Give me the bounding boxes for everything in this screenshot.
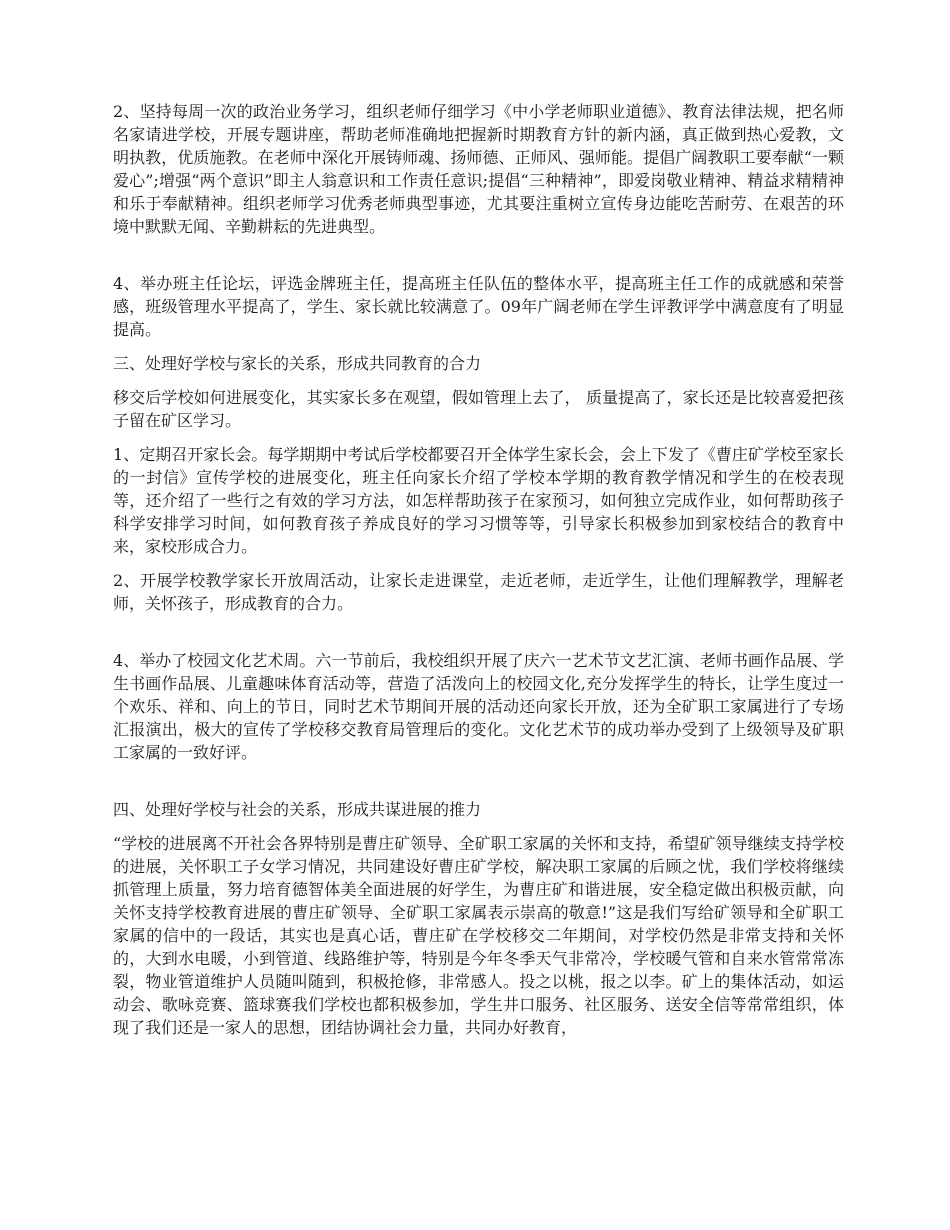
section-heading-school-parents: 三、处理好学校与家长的关系，形成共同教育的合力 xyxy=(113,354,482,373)
paragraph-open-week: 2、开展学校教学家长开放周活动，让家长走进课堂，走近老师，走近学生，让他们理解教学，理解老师，关怀孩子，形成教育的合力。 xyxy=(113,571,844,613)
paragraph-teacher-ethics-study: 2、坚持每周一次的政治业务学习，组织老师仔细学习《中小学老师职业道德》、教育法律法规，把名师名家请进学校，开展专题讲座，帮助老师准确地把握新时期教育方针的新内涵，真正做到热心爱教，文明执教，优质施教。在老师中深化开展铸师魂、扬师德、正师风、强师能。提倡广阔教职工要奉献“一颗爱心”;增强“两个意识”即主人翁意识和工作责任意识;提倡“三种精神”，即爱岗敬业精神、精益求精精神和乐于奉献精神。组织老师学习优秀老师典型事迹，尤其要注重树立宣传身边能吃苦耐劳、在艰苦的环境中默默无闻、辛勤耕耘的先进典型。 xyxy=(113,102,844,236)
paragraph-parents-watching: 移交后学校如何进展变化，其实家长多在观望，假如管理上去了， 质量提高了，家长还是比较喜爱把孩子留在矿区学习。 xyxy=(113,388,844,430)
paragraph-parent-meeting: 1、定期召开家长会。每学期期中考试后学校都要召开全体学生家长会，会上下发了《曹庄矿学校至家长的一封信》宣传学校的进展变化，班主任向家长介绍了学校本学期的教育教学情况和学生的在校表现等，还介绍了一些行之有效的学习方法，如怎样帮助孩子在家预习，如何独立完成作业，如何帮助孩子科学安排学习时间，如何教育孩子养成良好的学习习惯等等，引导家长积极参加到家校结合的教育中来，家校形成合力。 xyxy=(113,445,844,556)
section-heading-school-society: 四、处理好学校与社会的关系，形成共谋进展的推力 xyxy=(113,800,482,819)
paragraph-letter-quote: “学校的进展离不开社会各界特别是曹庄矿领导、全矿职工家属的关怀和支持，希望矿领导继续支持学校的进展，关怀职工子女学习情况，共同建设好曹庄矿学校，解决职工家属的后顾之忧，我们学校将继续抓管理上质量，努力培育德智体美全面进展的好学生，为曹庄矿和谐进展，安全稳定做出积极贡献，向关怀支持学校教育进展的曹庄矿领导、全矿职工家属表示崇高的敬意!”这是我们写给矿领导和全矿职工家属的信中的一段话，其实也是真心话，曹庄矿在学校移交二年期间，对学校仍然是非常支持和关怀的，大到水电暖，小到管道、线路维护等，特别是今年冬季天气非常冷，学校暖气管和自来水管常常冻裂，物业管道维护人员随叫随到，积极抢修，非常感人。投之以桃，报之以李。矿上的集体活动，如运动会、歌咏竞赛、篮球赛我们学校也都积极参加，学生井口服务、社区服务、送安全信等常常组织，体现了我们还是一家人的思想，团结协调社会力量，共同办好教育， xyxy=(113,834,844,1037)
paragraph-art-week: 4、举办了校园文化艺术周。六一节前后，我校组织开展了庆六一艺术节文艺汇演、老师书画作品展、学生书画作品展、儿童趣味体育活动等，营造了活泼向上的校园文化,充分发挥学生的特长，让学生度过一个欢乐、祥和、向上的节日，同时艺术节期间开展的活动还向家长开放，还为全矿职工家属进行了专场汇报演出，极大的宣传了学校移交教育局管理后的变化。文化艺术节的成功举办受到了上级领导及矿职工家属的一致好评。 xyxy=(113,651,844,762)
paragraph-head-teacher-forum: 4、举办班主任论坛，评选金牌班主任，提高班主任队伍的整体水平，提高班主任工作的成就感和荣誉感，班级管理水平提高了，学生、家长就比较满意了。09年广阔老师在学生评教评学中满意度有了明显提高。 xyxy=(113,274,844,339)
